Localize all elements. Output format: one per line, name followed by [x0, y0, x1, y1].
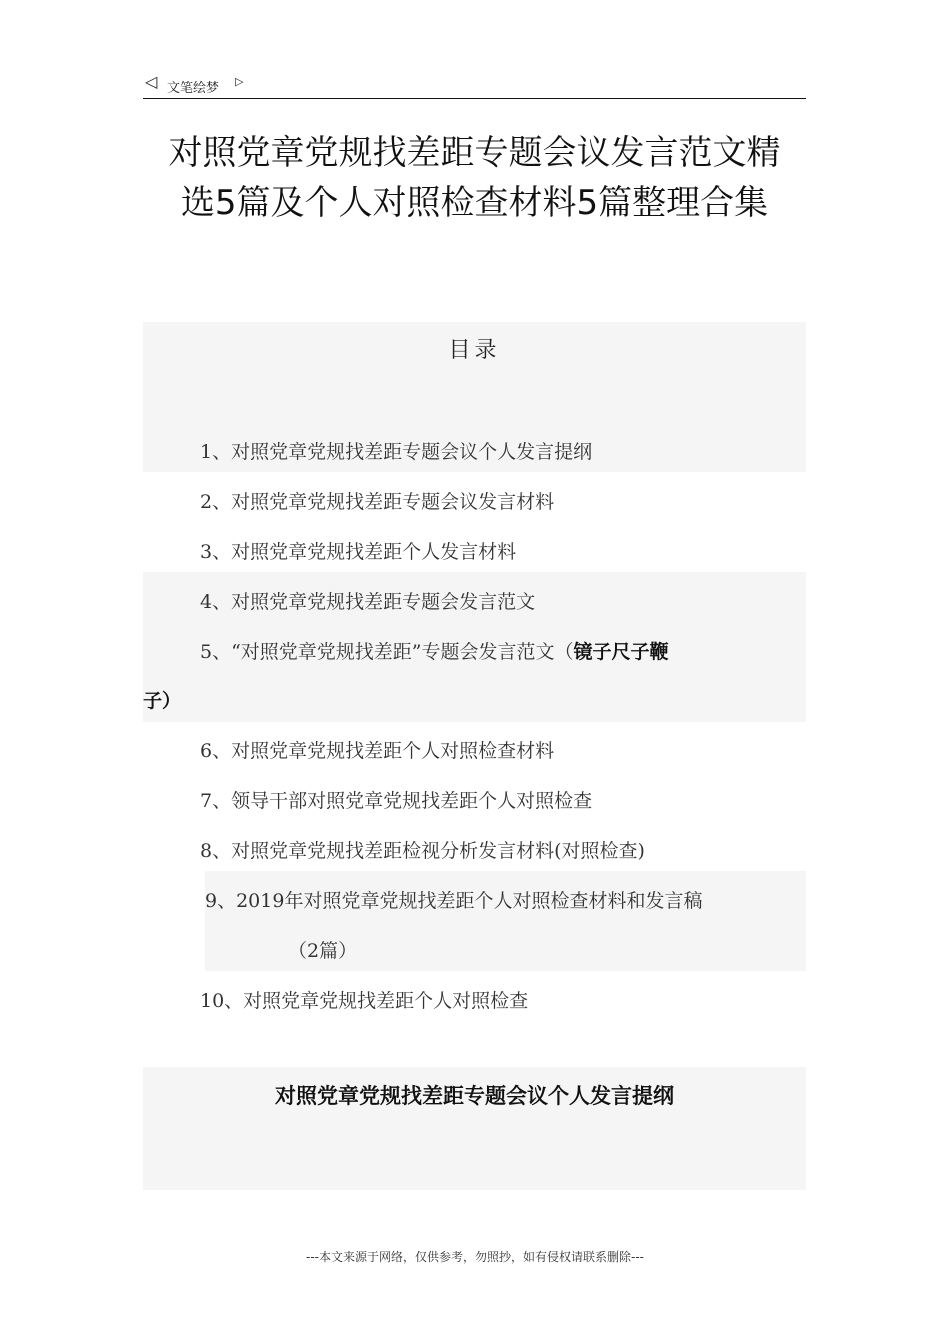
toc-item-4[interactable]: 4、对照党章党规找差距专题会发言范文 — [200, 591, 536, 613]
triangle-left-icon: ◁ — [145, 72, 158, 91]
document-title — [143, 128, 806, 228]
toc-item-3[interactable]: 3、对照党章党规找差距个人发言材料 — [200, 541, 517, 563]
toc-item-7[interactable]: 7、领导干部对照党章党规找差距个人对照检查 — [200, 790, 593, 812]
toc-item-5-prefix: 5、“对照党章党规找差距”专题会发言范文（ — [200, 641, 574, 663]
header-brand: 文笔绘梦 — [167, 81, 220, 96]
toc-item-9-line-1[interactable]: 9、2019年对照党章党规找差距个人对照检查材料和发言稿 — [205, 890, 703, 912]
toc-item-10[interactable]: 10、对照党章党规找差距个人对照检查 — [200, 990, 529, 1012]
toc-item-5-bold: 镜子尺子鞭 — [573, 641, 669, 663]
toc-item-1[interactable]: 1、对照党章党规找差距专题会议个人发言提纲 — [200, 441, 593, 463]
toc-item-2[interactable]: 2、对照党章党规找差距专题会议发言材料 — [200, 491, 555, 513]
toc-heading: 目录 — [448, 338, 501, 363]
toc-item-5[interactable] — [200, 637, 669, 664]
title-line-1: 对照党章党规找差距专题会议发言范文精 — [168, 133, 781, 173]
title-line-2: 选5篇及个人对照检查材料5篇整理合集 — [180, 183, 769, 223]
page-header — [143, 72, 806, 99]
toc-item-8[interactable]: 8、对照党章党规找差距检视分析发言材料(对照检查) — [200, 840, 645, 862]
triangle-right-icon: ▷ — [235, 75, 244, 88]
toc-item-9-line-2: （2篇） — [288, 940, 358, 962]
toc-item-6[interactable]: 6、对照党章党规找差距个人对照检查材料 — [200, 740, 555, 762]
page-footer: ---本文来源于网络，仅供参考，勿照抄，如有侵权请联系删除--- — [306, 1250, 644, 1264]
toc-item-5-continuation: 子） — [143, 690, 182, 712]
section-heading: 对照党章党规找差距专题会议个人发言提纲 — [275, 1083, 674, 1108]
